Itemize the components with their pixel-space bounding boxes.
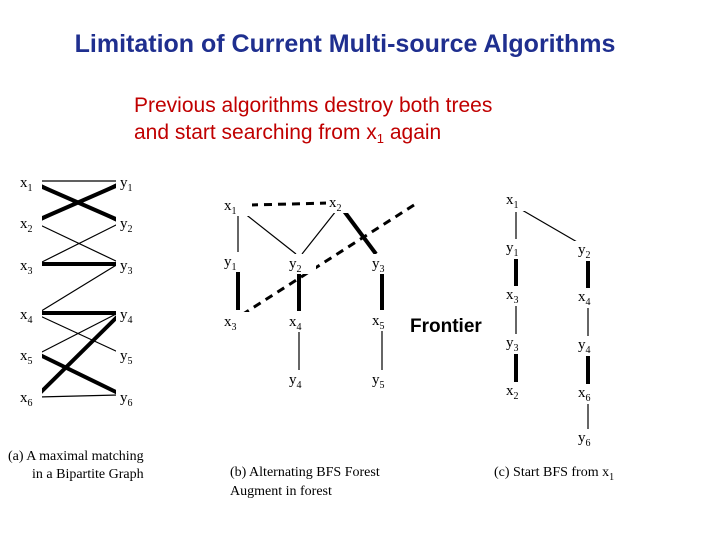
node-a-x2: $x_2$	[20, 216, 33, 235]
node-c-y2: $y_2$	[578, 242, 591, 261]
node-b-x2: $x_2$	[329, 195, 342, 214]
node-a-y5: $y_5$	[120, 348, 133, 367]
panel-b-bfs-forest	[222, 193, 482, 499]
node-a-x6: $x_6$	[20, 390, 33, 409]
node-c-x3: $x_3$	[506, 287, 519, 306]
matched-edge-x6-y4	[38, 316, 118, 395]
caption-a-line-1: (a) A maximal matching	[8, 449, 144, 464]
node-c-x1: $x_1$	[506, 192, 519, 211]
node-a-x1: $x_1$	[20, 175, 33, 194]
edge-x6-y6	[38, 395, 118, 397]
node-c-y4: $y_4$	[578, 337, 591, 356]
panel-a-bipartite-graph	[8, 170, 144, 482]
node-b-x1: $x_1$	[224, 198, 237, 217]
node-a-y6: $y_6$	[120, 390, 133, 409]
frontier-label: Frontier	[410, 316, 482, 337]
node-b-y1: $y_1$	[224, 254, 237, 273]
caption-a-line-2: in a Bipartite Graph	[32, 467, 144, 482]
node-a-y4: $y_4$	[120, 307, 133, 326]
node-b-y3: $y_3$	[372, 256, 385, 275]
node-c-y6: $y_6$	[578, 430, 591, 449]
node-c-y1: $y_1$	[506, 240, 519, 259]
node-b-y4: $y_4$	[289, 372, 302, 391]
node-b-y5: $y_5$	[372, 372, 385, 391]
subtitle-line-1: Previous algorithms destroy both trees	[134, 94, 493, 117]
subtitle-line-2: and start searching from $x_1$ again	[134, 121, 442, 146]
node-a-y1: $y_1$	[120, 175, 133, 194]
edge-b-x2-y2	[302, 211, 336, 254]
edge-b-x1-x2-dashed	[250, 203, 330, 205]
node-c-x2: $x_2$	[506, 383, 519, 402]
node-a-y2: $y_2$	[120, 216, 133, 235]
node-c-x6: $x_6$	[578, 385, 591, 404]
matched-edge-x5-y6	[38, 354, 118, 393]
node-a-y3: $y_3$	[120, 258, 133, 277]
caption-b-line-1: (b) Alternating BFS Forest	[230, 465, 380, 480]
node-b-y2: $y_2$	[289, 256, 302, 275]
caption-c: (c) Start BFS from $x_1$	[494, 465, 615, 483]
edge-b-x1-y2	[244, 213, 296, 254]
node-a-x3: $x_3$	[20, 258, 33, 277]
node-a-x4: $x_4$	[20, 307, 33, 326]
slide-title: Limitation of Current Multi-source Algorithms	[74, 30, 616, 58]
node-c-y3: $y_3$	[506, 335, 519, 354]
node-b-x4: $x_4$	[289, 314, 302, 333]
panel-c-bfs-from-x1	[494, 191, 614, 483]
node-c-x4: $x_4$	[578, 289, 591, 308]
caption-b-line-2: Augment in forest	[230, 484, 332, 499]
edge-x5-y4	[38, 313, 118, 354]
edge-x4-y3	[38, 264, 118, 313]
node-b-x5: $x_5$	[372, 313, 385, 332]
node-a-x5: $x_5$	[20, 348, 33, 367]
node-b-x3: $x_3$	[224, 314, 237, 333]
